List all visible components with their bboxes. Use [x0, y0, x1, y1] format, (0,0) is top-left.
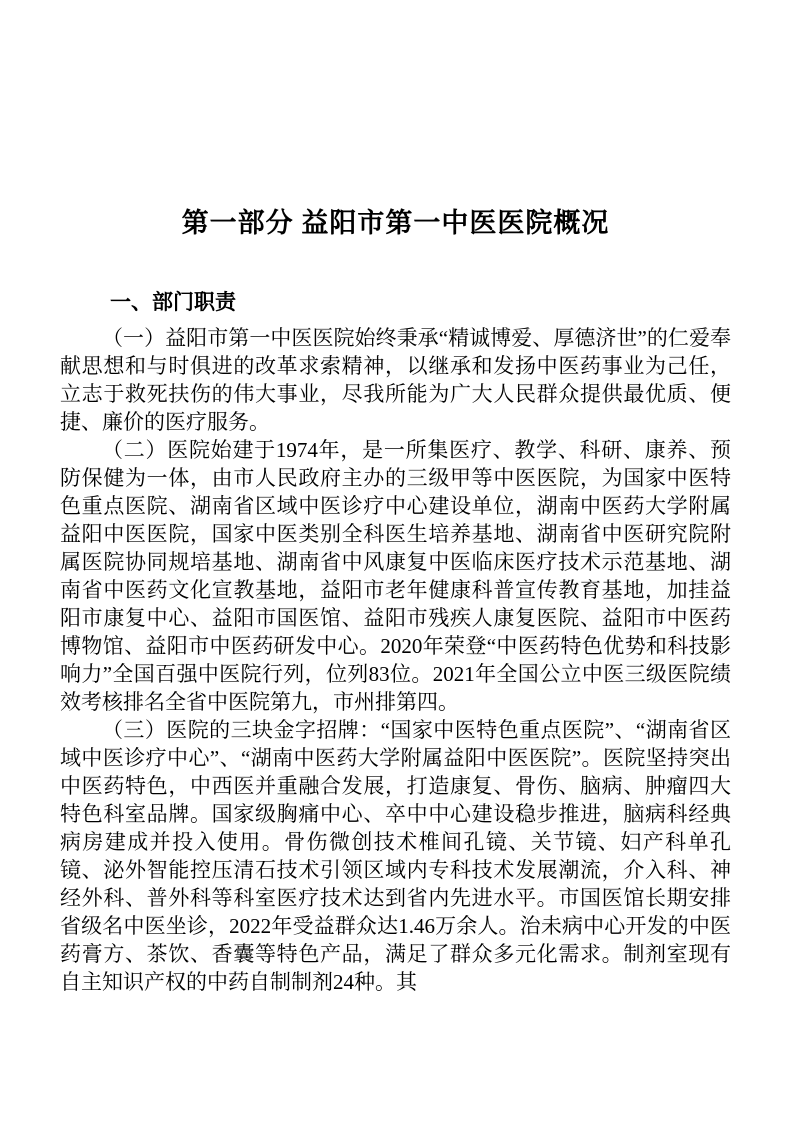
- paragraph-3: （三）医院的三块金字招牌：“国家中医特色重点医院”、“湖南省区域中医诊疗中心”、“湖南中医药大学附属益阳中医医院”。医院坚持突出中医药特色，中西医并重融合发展，打造康复、骨伤、脑病、肿瘤四大特色科室品牌。国家级胸痛中心、卒中中心建设稳步推进，脑病科经典病房建成并投入使用。骨伤微创技术椎间孔镜、关节镜、妇产科单孔镜、泌外智能控压清石技术引领区域内专科技术发展潮流，介入科、神经外科、普外科等科室医疗技术达到省内先进水平。市国医馆长期安排省级名中医坐诊，2022年受益群众达1.46万余人。治未病中心开发的中医药膏方、茶饮、香囊等特色产品，满足了群众多元化需求。制剂室现有自主知识产权的中药自制制剂24种。其: [60, 718, 731, 994]
- paragraph-1: （一）益阳市第一中医医院始终秉承“精诚博爱、厚德济世”的仁爱奉献思想和与时俱进的改革求索精神，以继承和发扬中医药事业为己任，立志于救死扶伤的伟大事业，尽我所能为广大人民群众提供最优质、便捷、廉价的医疗服务。: [60, 326, 731, 434]
- document-title: 第一部分 益阳市第一中医医院概况: [181, 208, 610, 238]
- section-heading: 一、部门职责: [110, 290, 236, 314]
- paragraph-2: （二）医院始建于1974年，是一所集医疗、教学、科研、康养、预防保健为一体，由市人民政府主办的三级甲等中医医院，为国家中医特色重点医院、湖南省区域中医诊疗中心建设单位，湖南中医药大学附属益阳中医医院，国家中医类别全科医生培养基地、湖南省中医研究院附属医院协同规培基地、湖南省中风康复中医临床医疗技术示范基地、湖南省中医药文化宣教基地，益阳市老年健康科普宣传教育基地，加挂益阳市康复中心、益阳市国医馆、益阳市残疾人康复医院、益阳市中医药博物馆、益阳市中医药研发中心。2020年荣登“中医药特色优势和科技影响力”全国百强中医院行列，位列83位。2021年全国公立中医三级医院绩效考核排名全省中医院第九，市州排第四。: [60, 438, 731, 714]
